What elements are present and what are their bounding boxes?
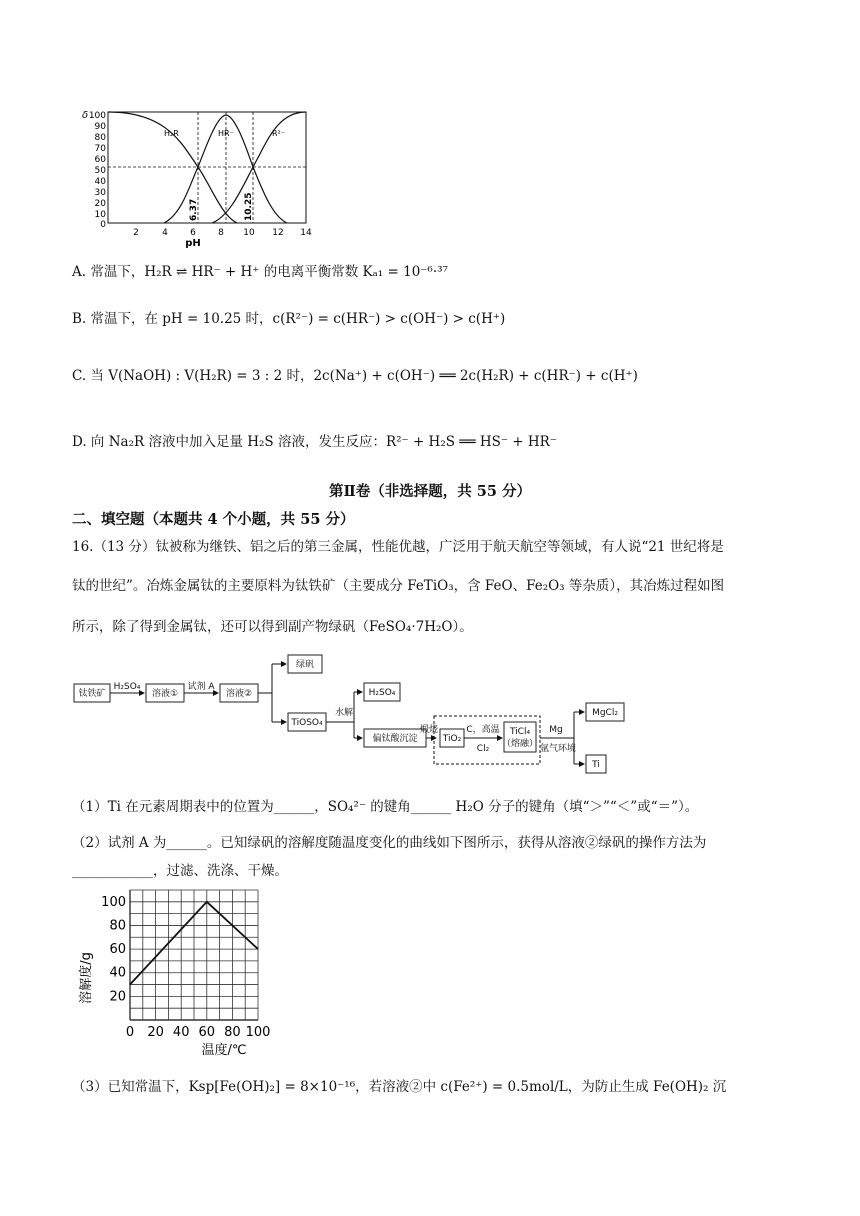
label-r2: R²⁻	[272, 129, 285, 138]
xtick-4: 4	[162, 228, 168, 238]
sol-xtick: 60	[198, 1025, 216, 1040]
option-b: B. 常温下，在 pH = 10.25 时，c(R²⁻) = c(HR⁻) > c(OH⁻) > c(H⁺)	[72, 311, 506, 327]
q2-line1: （2）试剂 A 为______。已知绿矾的溶解度随温度变化的曲线如下图所示，获得从溶液②绿矾的操作方法为	[72, 835, 707, 851]
pka1-mark: 6.37	[189, 198, 199, 221]
ytick-50: 50	[94, 166, 106, 176]
ytick-70: 70	[94, 144, 106, 154]
flow-sol1: 溶液①	[151, 689, 179, 699]
flow-h2so4-out: H₂SO₄	[368, 688, 396, 698]
ytick-20: 20	[94, 199, 106, 209]
ytick-0: 0	[100, 220, 106, 230]
sol-ylabel: 溶解度/g	[79, 952, 94, 1004]
label-h2r: H₂R	[164, 129, 179, 138]
q2-line2: ____________，过滤、洗涤、干燥。	[72, 863, 288, 879]
flow-calcine: 煅烧	[419, 725, 439, 735]
flow-mgcl2: MgCl₂	[592, 708, 618, 718]
q3-text: （3）已知常温下，Ksp[Fe(OH)₂] = 8×10⁻¹⁶，若溶液②中 c(Fe²⁺) = 0.5mol/L，为防止生成 Fe(OH)₂ 沉	[72, 1079, 727, 1095]
flow-green-vitriol: 绿矾	[295, 660, 315, 670]
flow-tioso4: TiOSO₄	[291, 718, 323, 728]
flow-tio2: TiO₂	[442, 734, 462, 744]
sol-xtick: 100	[245, 1025, 271, 1040]
q16-line2: 钛的世纪”。冶炼金属钛的主要原料为钛铁矿（主要成分 FeTiO₃，含 FeO、Fe₂O₃ 等杂质），其冶炼过程如图	[72, 578, 725, 594]
sol-xtick: 20	[147, 1025, 164, 1040]
ytick-80: 80	[94, 133, 106, 143]
sol-ytick: 40	[109, 965, 126, 981]
ytick-100: 100	[88, 111, 106, 121]
solubility-chart	[74, 882, 294, 1060]
y-axis-label: δ	[82, 110, 89, 121]
speciation-chart	[72, 104, 322, 250]
sol-ytick: 20	[109, 989, 126, 1005]
part-heading: 二、填空题（本题共 4 个小题，共 55 分）	[72, 511, 355, 528]
option-a: A. 常温下，H₂R ⇌ HR⁻ + H⁺ 的电离平衡常数 Kₐ₁ = 10⁻⁶·³⁷	[72, 264, 448, 280]
flow-mg: Mg	[549, 725, 563, 735]
q16-line1: 16.（13 分）钛被称为继铁、铝之后的第三金属，性能优越，广泛用于航天航空等领域，有人说“21 世纪将是	[72, 539, 724, 555]
flow-cl2: Cl₂	[476, 744, 490, 754]
flow-c-high-temp: C，高温	[466, 725, 500, 735]
ytick-10: 10	[94, 210, 106, 220]
sol-xtick: 40	[172, 1025, 190, 1040]
x-axis-label: pH	[185, 238, 201, 249]
flow-reagent-a: 试剂 A	[187, 682, 215, 692]
ytick-30: 30	[94, 188, 106, 198]
flow-h2so4: H₂SO₄	[113, 682, 141, 692]
sol-ytick: 80	[109, 918, 126, 934]
ytick-60: 60	[94, 155, 106, 165]
flow-ticl4: TiCl₄	[509, 727, 531, 737]
xtick-14: 14	[300, 228, 312, 238]
xtick-12: 12	[272, 228, 284, 238]
q16-line3: 所示，除了得到金属钛，还可以得到副产物绿矾（FeSO₄·7H₂O）。	[72, 619, 473, 635]
flow-ore: 钛铁矿	[78, 689, 106, 699]
option-c: C. 当 V(NaOH) : V(H₂R) = 3 : 2 时，2c(Na⁺) + c(OH⁻) ══ 2c(H₂R) + c(HR⁻) + c(H⁺)	[72, 368, 638, 384]
flow-sol2: 溶液②	[225, 689, 253, 699]
flow-molten: （熔融）	[501, 739, 539, 749]
flow-ti: Ti	[592, 760, 600, 770]
sol-ytick: 100	[101, 894, 126, 910]
xtick-8: 8	[218, 228, 224, 238]
process-flowchart	[70, 652, 630, 780]
sol-ytick: 60	[109, 942, 126, 958]
ytick-40: 40	[94, 177, 106, 187]
xtick-2: 2	[133, 228, 139, 238]
section-title: 第Ⅱ卷（非选择题，共 55 分）	[329, 483, 531, 500]
q1-text: （1）Ti 在元素周期表中的位置为______，SO₄²⁻ 的键角______ H₂O 分子的键角（填“＞”“＜”或“＝”）。	[72, 799, 699, 815]
flow-hydrolysis: 水解	[334, 708, 354, 718]
label-hr: HR⁻	[218, 129, 234, 138]
option-d: D. 向 Na₂R 溶液中加入足量 H₂S 溶液，发生反应：R²⁻ + H₂S ══ HS⁻ + HR⁻	[72, 434, 557, 450]
pka2-mark: 10.25	[244, 192, 254, 221]
sol-xtick: 0	[125, 1025, 135, 1040]
flow-argon: 氩气环境	[539, 744, 577, 754]
xtick-6: 6	[190, 228, 196, 238]
sol-xtick: 80	[224, 1025, 241, 1040]
sol-xlabel: 温度/℃	[201, 1043, 247, 1058]
flow-metatitanic: 偏钛酸沉淀	[372, 734, 418, 744]
ytick-90: 90	[94, 122, 106, 132]
xtick-10: 10	[243, 228, 255, 238]
